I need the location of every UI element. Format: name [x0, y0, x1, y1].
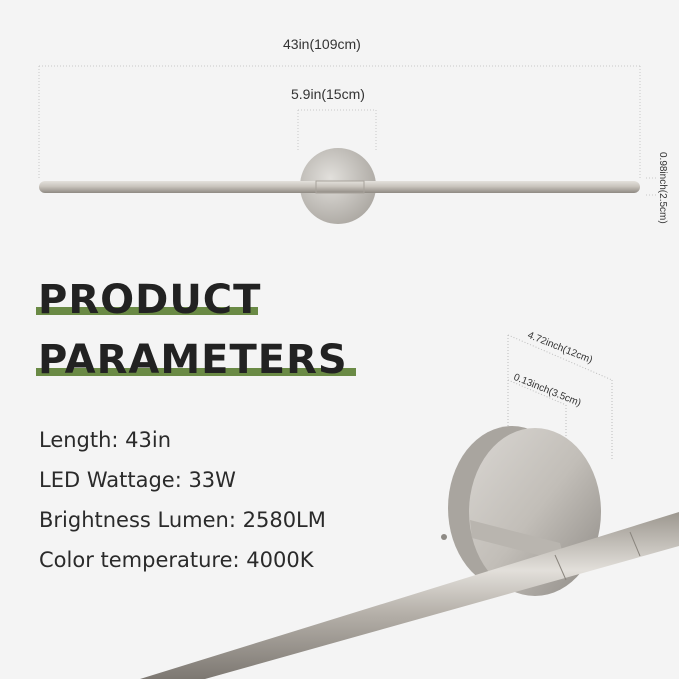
detail-plate-screw [441, 534, 447, 540]
detail-light-bar [140, 512, 679, 679]
top-light-bar [39, 181, 640, 193]
spec-color-temperature: Color temperature: 4000K [39, 548, 314, 572]
heading-line-2: PARAMETERS [38, 337, 348, 383]
detail-depth-label: 0.13inch(3.5cm) [511, 372, 583, 410]
heading-line-1: PRODUCT [38, 277, 262, 323]
detail-width-label: 4.72inch(12cm) [525, 330, 594, 367]
total-width-label: 43in(109cm) [283, 36, 361, 52]
mount-width-label: 5.9in(15cm) [291, 86, 365, 102]
spec-length: Length: 43in [39, 428, 172, 452]
spec-wattage: LED Wattage: 33W [39, 468, 236, 492]
spec-lumen: Brightness Lumen: 2580LM [39, 508, 326, 532]
bar-height-label: 0.98inch(2.5cm) [657, 152, 668, 224]
